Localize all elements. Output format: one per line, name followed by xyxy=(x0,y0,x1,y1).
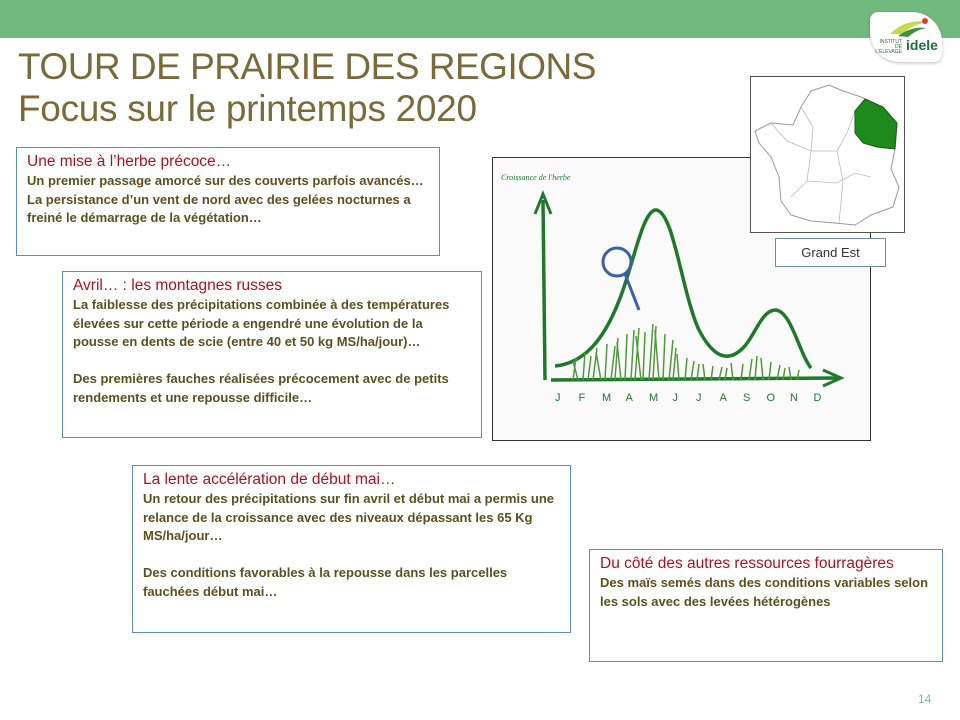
month-label: N xyxy=(790,392,798,404)
month-label: A xyxy=(625,392,633,404)
idele-logo xyxy=(870,12,942,62)
month-label: F xyxy=(578,392,586,404)
logo-brand: idele xyxy=(906,37,938,53)
x-axis-arrow xyxy=(551,378,838,380)
box-autres-ressources xyxy=(589,549,943,662)
page-title: TOUR DE PRAIRIE DES REGIONS xyxy=(18,46,596,87)
box-body: Un retour des précipitations sur fin avril et début mai a permis une relance de la croissance avec des niveaux dépassant les 65 Kg MS/ha/jour… Des conditions favorables à la repousse dans les parcelles fauchées début mai… xyxy=(143,491,555,599)
region-label: Grand Est xyxy=(775,238,886,267)
box-title: Avril… : les montagnes russes xyxy=(73,277,283,294)
box-title: Du côté des autres ressources fourragères xyxy=(600,555,894,572)
month-label: M xyxy=(649,392,659,404)
page-subtitle: Focus sur le printemps 2020 xyxy=(18,88,477,129)
france-map-drawing xyxy=(751,77,904,232)
month-label: S xyxy=(743,392,751,404)
month-label: J xyxy=(672,392,678,404)
y-axis-arrow xyxy=(543,200,545,380)
month-label: M xyxy=(602,392,612,404)
grass-tufts xyxy=(573,324,799,380)
month-label: O xyxy=(766,392,776,404)
box-avril xyxy=(62,271,482,438)
box-mise-a-l-herbe xyxy=(16,147,440,256)
month-label: A xyxy=(719,392,727,404)
month-label: J xyxy=(696,392,702,404)
box-body: Des maïs semés dans des conditions variables selon les sols avec des levées hétérogènes xyxy=(600,575,929,609)
page-number: 14 xyxy=(918,692,932,706)
box-title: La lente accélération de début mai… xyxy=(143,471,396,488)
top-banner xyxy=(0,0,960,38)
chart-ylabel: Croissance de l'herbe xyxy=(501,173,571,182)
month-label: J xyxy=(555,392,561,404)
box-body: Un premier passage amorcé sur des couverts parfois avancés… La persistance d’un vent de nord avec des gelées nocturnes a freiné le démarrage de la végétation… xyxy=(27,173,424,225)
france-map xyxy=(750,76,905,233)
box-lente-acceleration xyxy=(132,465,571,633)
month-labels xyxy=(555,392,822,404)
month-label: D xyxy=(813,392,822,404)
box-body: La faiblesse des précipitations combinée à des températures élevées sur cette période a engendré une évolution de la pousse en dents de scie (entre 40 et 50 kg MS/ha/jour)… Des premières fauches réalisées précocement avec de petits rendements et une repousse difficile… xyxy=(73,297,450,405)
grand-est-region xyxy=(855,99,897,149)
box-title: Une mise à l’herbe précoce… xyxy=(27,153,232,170)
logo-small-text: INSTITUT DE L'ÉLEVAGE xyxy=(875,39,902,55)
